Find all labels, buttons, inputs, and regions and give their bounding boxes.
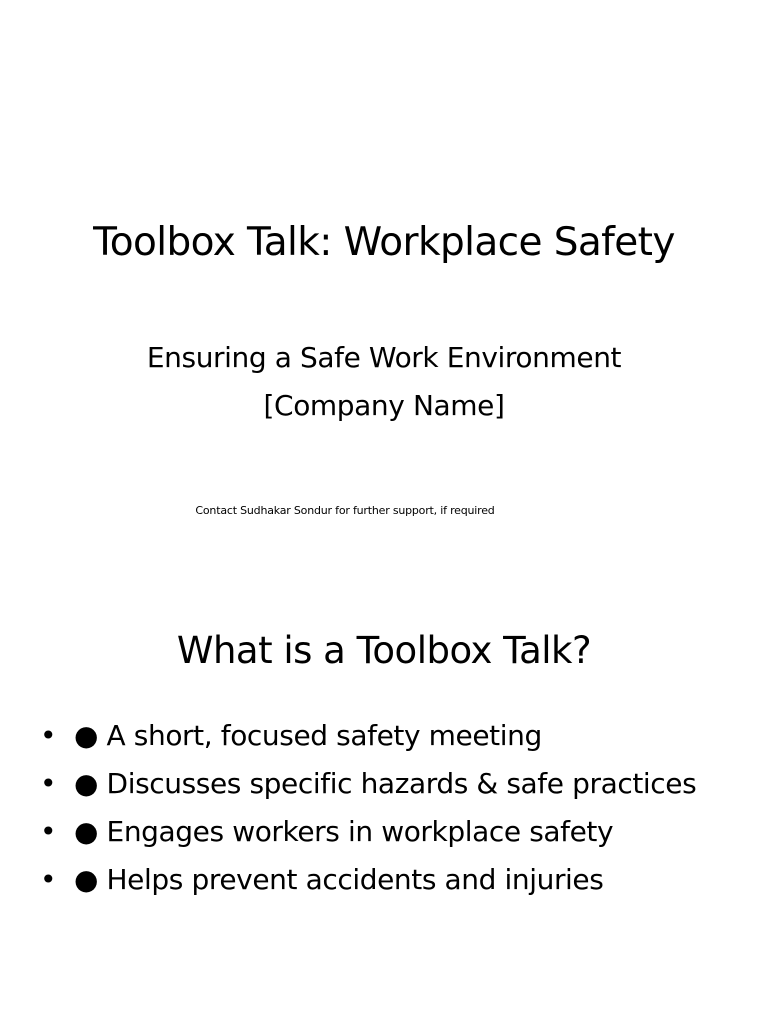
list-item xyxy=(40,856,696,904)
slide-subtitle xyxy=(0,334,768,430)
list-item-text: ● Engages workers in workplace safety xyxy=(74,815,614,848)
list-item-text: ● A short, focused safety meeting xyxy=(74,719,542,752)
contact-note: Contact Sudhakar Sondur for further support, if required xyxy=(195,504,495,517)
subtitle-line-company: [Company Name] xyxy=(263,389,505,422)
bullet-marker: • xyxy=(40,767,57,800)
subtitle-line-environment: Ensuring a Safe Work Environment xyxy=(146,341,622,374)
bullet-marker: • xyxy=(40,815,57,848)
bullet-list xyxy=(40,712,696,904)
list-item xyxy=(40,760,696,808)
list-item-text: ● Discusses specific hazards & safe practices xyxy=(74,767,697,800)
slide-heading: What is a Toolbox Talk? xyxy=(176,629,592,672)
slide-what-is-toolbox-talk xyxy=(0,576,768,1024)
list-item-text: ● Helps prevent accidents and injuries xyxy=(74,863,604,896)
list-item xyxy=(40,808,696,856)
slide-title-heading: Toolbox Talk: Workplace Safety xyxy=(93,220,675,265)
bullet-marker: • xyxy=(40,719,57,752)
list-item xyxy=(40,712,696,760)
bullet-marker: • xyxy=(40,863,57,896)
